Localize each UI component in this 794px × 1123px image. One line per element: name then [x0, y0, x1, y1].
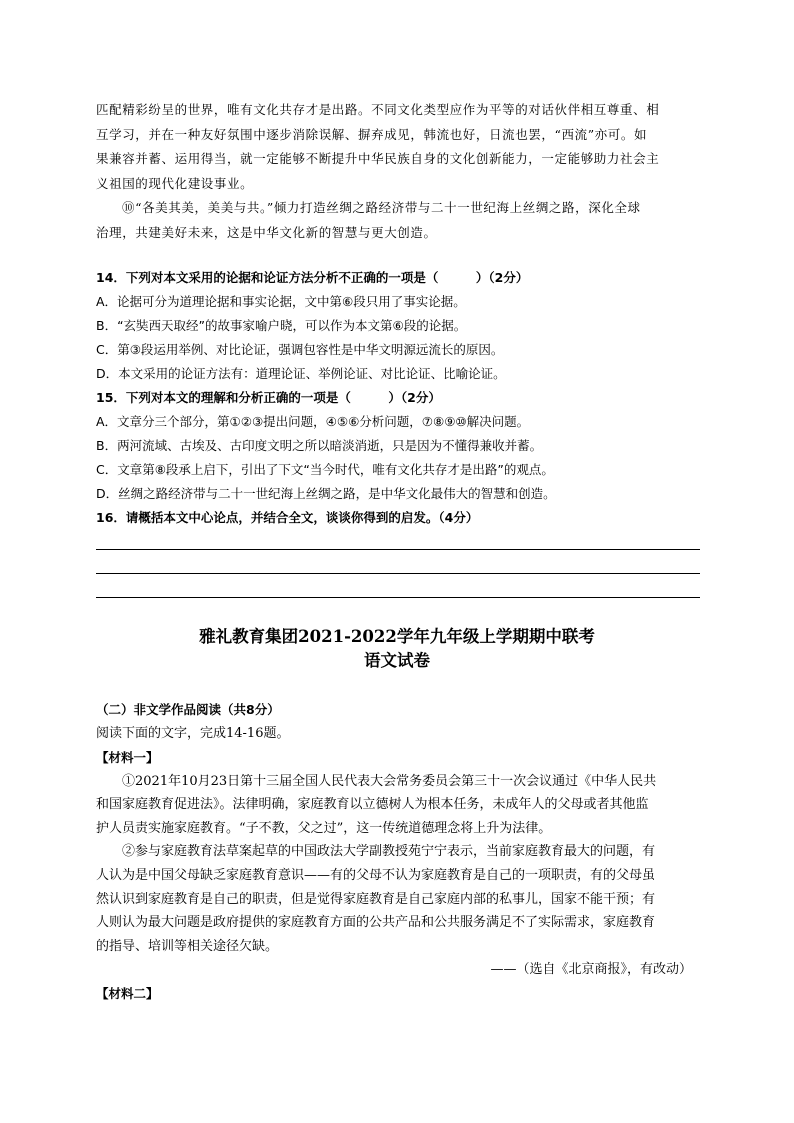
material-1-label: 【材料一】: [96, 749, 159, 765]
answer-line: [96, 549, 700, 550]
essay-line: 匹配精彩纷呈的世界，唯有文化共存才是出路。不同文化类型应作为平等的对话伙伴相互尊重、相: [96, 102, 660, 117]
material-1-paragraph-2-line: 人认为是中国父母缺乏家庭教育意识——有的父母不认为家庭教育是自己的一项职责，有的父母虽: [96, 867, 656, 883]
exam-subtitle: 语文试卷: [364, 651, 430, 670]
essay-paragraph-10-line: 治理，共建美好未来，这是中华文化新的智慧与更大创造。: [96, 224, 437, 240]
section-2: [96, 698, 700, 1006]
questions-block: [96, 266, 700, 530]
essay-line: 义祖国的现代化建设事业。: [96, 175, 254, 191]
question-15-option-b: B．两河流域、古埃及、古印度文明之所以暗淡消逝，只是因为不懂得兼收并蓄。: [96, 438, 543, 453]
question-14-stem: 14．下列对本文采用的论据和论证方法分析不正确的一项是（ ）（2分）: [96, 270, 529, 285]
question-15-option-a: A．文章分三个部分，第①②③提出问题，④⑤⑥分析问题，⑦⑧⑨⑩解决问题。: [96, 414, 530, 429]
material-1-paragraph-2-line: 人则认为最大问题是政府提供的家庭教育方面的公共产品和公共服务满足不了实际需求，家庭教育: [96, 915, 656, 931]
question-14-option-a: A．论据可分为道理论据和事实论据，文中第⑥段只用了事实论据。: [96, 294, 466, 309]
material-1-paragraph-1-line: ①2021年10月23日第十三届全国人民代表大会常务委员会第三十一次会议通过《中华人民共: [122, 773, 657, 789]
material-1-paragraph-2-line: 然认识到家庭教育是自己的职责，但是觉得家庭教育是自己家庭内部的私事儿，国家不能干预；有: [96, 891, 656, 907]
answer-line: [96, 597, 700, 598]
material-1-paragraph-2-line: ②参与家庭教育法草案起草的中国政法大学副教授苑宁宁表示，当前家庭教育最大的问题，有: [122, 844, 656, 860]
section-instruction: 阅读下面的文字，完成14-16题。: [96, 726, 290, 741]
essay-paragraph-10-line: ⑩“各美其美，美美与共。”倾力打造丝绸之路经济带与二十一世纪海上丝绸之路，深化全球: [122, 200, 641, 215]
question-16-stem: 16．请概括本文中心论点，并结合全文，谈谈你得到的启发。（4分）: [96, 510, 479, 525]
question-15-option-c: C．文章第⑧段承上启下，引出了下文“当今时代，唯有文化共存才是出路”的观点。: [96, 462, 554, 477]
material-1-paragraph-1-line: 护人员责实施家庭教育。“子不教，父之过”，这一传统道德理念将上升为法律。: [96, 820, 552, 836]
question-15-stem: 15．下列对本文的理解和分析正确的一项是（ ）（2分）: [96, 390, 441, 405]
essay-line: 互学习，并在一种友好氛围中逐步消除误解、摒弃成见，韩流也好，日流也罢，“西流”亦可。如: [96, 126, 648, 142]
question-14-option-b: B．“玄奘西天取经”的故事家喻户晓，可以作为本文第⑥段的论据。: [96, 318, 467, 333]
question-14-option-d: D．本文采用的论证方法有：道理论证、举例论证、对比论证、比喻论证。: [96, 366, 506, 381]
section-heading: （二）非文学作品阅读（共8分）: [96, 702, 280, 717]
material-1-paragraph-2-line: 的指导、培训等相关途径欠缺。: [96, 938, 279, 954]
essay-line: 果兼容并蓄、运用得当，就一定能够不断提升中华民族自身的文化创新能力，一定能够助力社会主: [96, 151, 660, 166]
question-14-option-c: C．第③段运用举例、对比论证，强调包容性是中华文明源远流长的原因。: [96, 342, 504, 357]
question-15-option-d: D．丝绸之路经济带与二十一世纪海上丝绸之路，是中华文化最伟大的智慧和创造。: [96, 486, 556, 501]
answer-line: [96, 573, 700, 574]
exam-title: 雅礼教育集团2021-2022学年九年级上学期期中联考: [199, 627, 595, 646]
material-1-source: ——（选自《北京商报》，有改动）: [490, 962, 692, 978]
essay-continuation: [96, 98, 700, 245]
material-2-label: 【材料二】: [96, 985, 159, 1001]
material-1-paragraph-1-line: 和国家庭教育促进法》。法律明确，家庭教育以立德树人为根本任务，未成年人的父母或者其他监: [96, 797, 649, 813]
